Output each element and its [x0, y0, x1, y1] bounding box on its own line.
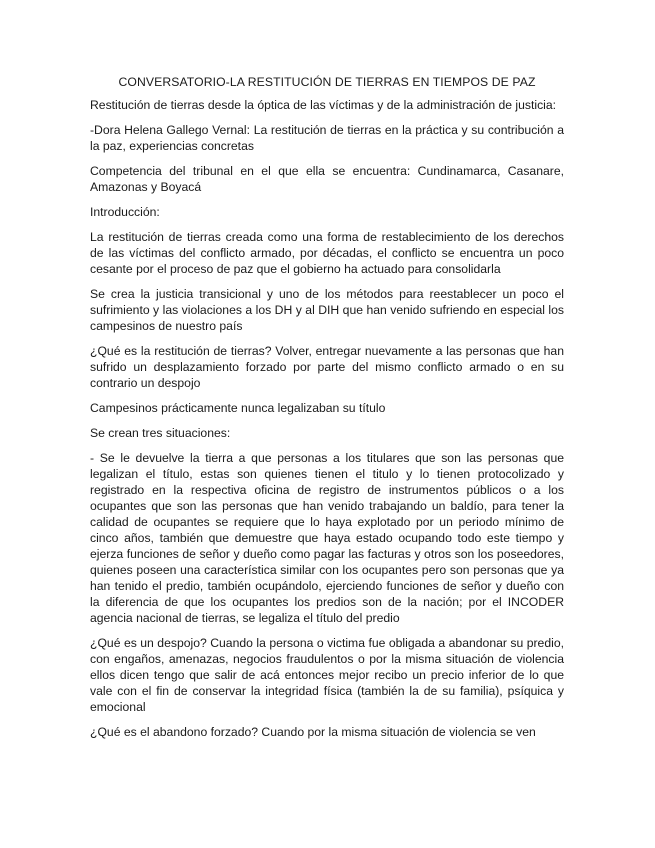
paragraph-tres-situaciones: Se crean tres situaciones:	[90, 426, 231, 440]
paragraph-campesinos: Campesinos prácticamente nunca legalizaban su título	[90, 401, 386, 415]
paragraph-competencia: Competencia del tribunal en el que ella se encuentra: Cundinamarca, Casanare, Amazonas y Boyacá	[90, 164, 564, 194]
paragraph-introduccion: La restitución de tierras creada como una forma de restablecimiento de los derechos de las víctimas del conflicto armado, por décadas, el conflicto se encuentra un poco cesante por el proceso de paz que el gobierno ha actuado para consolidarla	[90, 230, 564, 276]
paragraph-restitucion-optica: Restitución de tierras desde la óptica de las víctimas y de la administración de justicia:	[90, 98, 557, 112]
paragraph-despojo: ¿Qué es un despojo? Cuando la persona o victima fue obligada a abandonar su predio, con engaños, amenazas, negocios fraudulentos o por la misma situación de violencia ellos dicen tengo que salir de acá entonces mejor recibo un precio inferior de lo que vale con el fin de conservar la integridad física (también la de su familia), psíquica y emocional	[90, 636, 564, 714]
document-title: CONVERSATORIO-LA RESTITUCIÓN DE TIERRAS EN TIEMPOS DE PAZ	[118, 75, 536, 89]
paragraph-que-es-restitucion: ¿Qué es la restitución de tierras? Volver, entregar nuevamente a las personas que han sufrido un desplazamiento forzado por parte del mismo conflicto armado o en su contrario un despojo	[90, 344, 564, 390]
paragraph-introduccion-heading: Introducción:	[90, 205, 160, 219]
paragraph-speaker: -Dora Helena Gallego Vernal: La restitución de tierras en la práctica y su contribución a la paz, experiencias concretas	[90, 123, 564, 153]
paragraph-abandono-forzado: ¿Qué es el abandono forzado? Cuando por la misma situación de violencia se ven	[90, 725, 536, 739]
document-page	[90, 74, 564, 749]
paragraph-titulares-ocupantes: - Se le devuelve la tierra a que personas a los titulares que son las personas que legalizan el título, estas son quienes tienen el titulo y lo tienen protocolizado y registrado en la respectiva oficina de registro de instrumentos públicos o a los ocupantes que son las personas que han venido trabajando un baldío, para tener la calidad de ocupantes se requiere que lo haya explotado por un periodo mínimo de cinco años, también que demuestre que haya estado ocupando todo este tiempo y ejerza funciones de señor y dueño como pagar las facturas y otros son los poseedores, quienes poseen una característica similar con los ocupantes pero son personas que ya han tenido el predio, también ocupándolo, ejerciendo funciones de señor y dueño con la diferencia de que los ocupantes los predios son de la nación; por el INCODER agencia nacional de tierras, se legaliza el título del predio	[90, 451, 564, 625]
paragraph-justicia-transicional: Se crea la justicia transicional y uno de los métodos para reestablecer un poco el sufrimiento y las violaciones a los DH y al DIH que han venido sufriendo en especial los campesinos de nuestro país	[90, 287, 564, 333]
